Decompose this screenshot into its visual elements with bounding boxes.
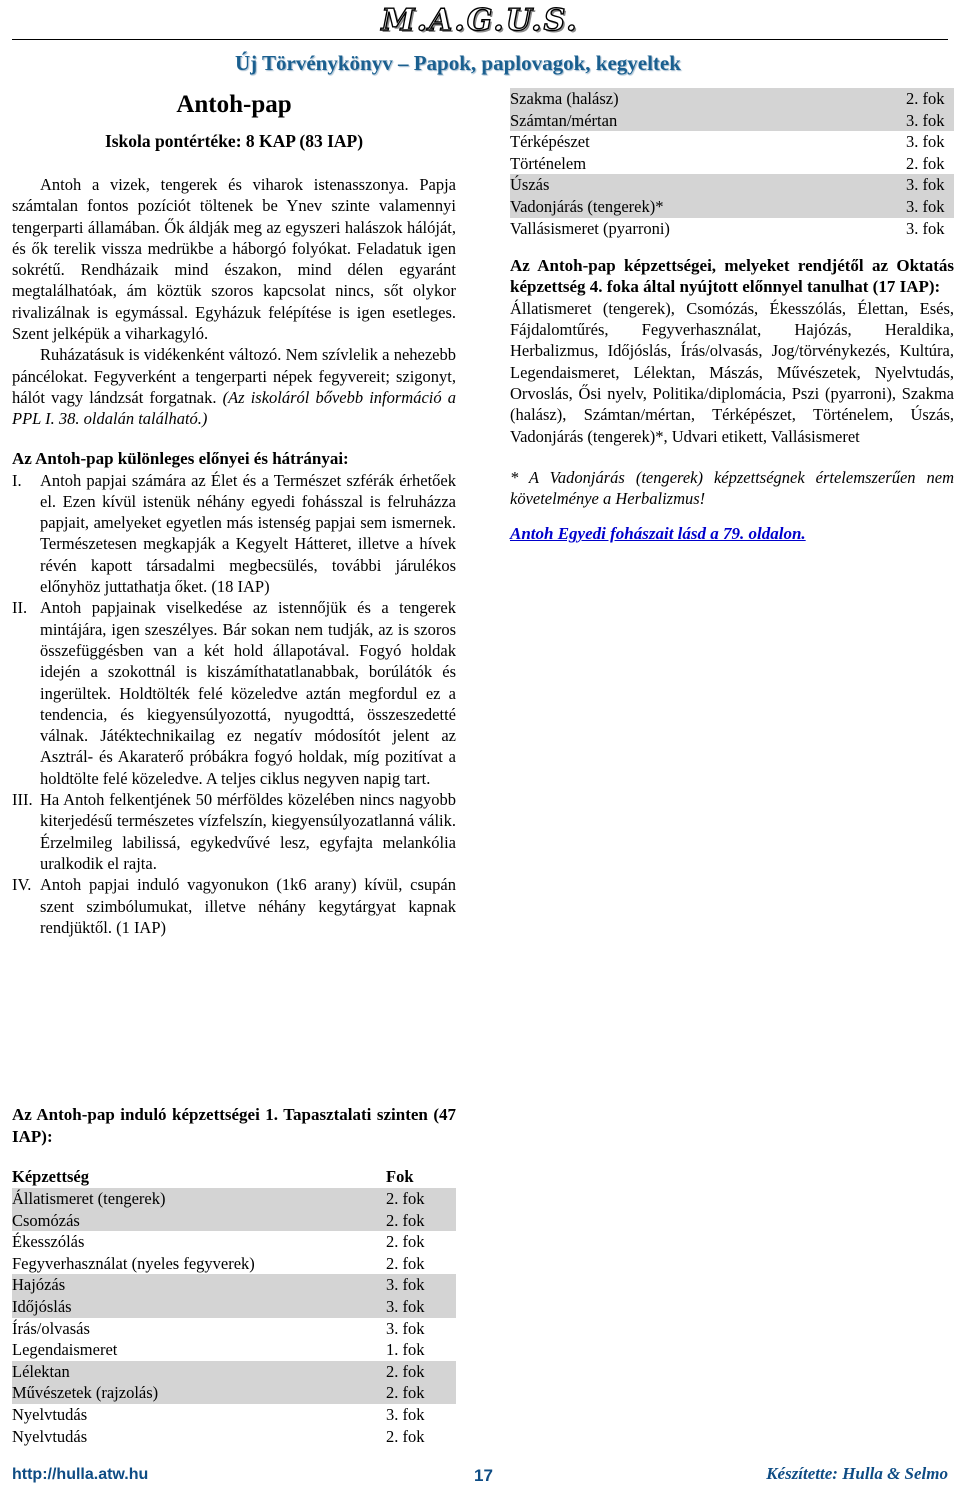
learnable-skills-title: Az Antoh-pap képzettségei, melyeket rendjétől az Oktatás képzettség 4. foka által nyújtott előnnyel tanulhat (17 IAP):: [510, 256, 954, 297]
table-row: [510, 110, 954, 132]
table-row: [12, 1426, 456, 1448]
footnote: * A Vadonjárás (tengerek) képzettségnek értelemszerűen nem követelménye a Herbalizmus!: [510, 467, 954, 509]
table-row: [510, 196, 954, 218]
skill-name: Vadonjárás (tengerek)*: [510, 196, 906, 218]
skill-level: 2. fok: [386, 1210, 456, 1232]
advantage-number: IV.: [12, 875, 32, 895]
advantage-item: [12, 470, 456, 598]
table-row: [12, 1253, 456, 1275]
skill-level: 3. fok: [386, 1274, 456, 1296]
skill-name: Csomózás: [12, 1210, 386, 1232]
column-header-skill: Képzettség: [12, 1167, 89, 1186]
skill-name: Úszás: [510, 174, 906, 196]
skill-level: 2. fok: [906, 153, 945, 173]
table-row: [12, 1296, 456, 1318]
skill-level: 3. fok: [386, 1296, 456, 1318]
skill-name: Időjóslás: [12, 1296, 386, 1318]
skill-name: Ékesszólás: [12, 1232, 85, 1252]
skill-name: Legendaismeret: [12, 1340, 118, 1360]
starting-skills-title: Az Antoh-pap induló képzettségei 1. Tapasztalati szinten (47 IAP):: [12, 1105, 456, 1146]
starting-skills-table-continued: [510, 88, 954, 239]
table-row: [12, 1188, 456, 1210]
skill-name: Művészetek (rajzolás): [12, 1382, 386, 1404]
skill-name: Nyelvtudás: [12, 1404, 88, 1424]
table-row: [12, 1210, 456, 1232]
table-row: [12, 1339, 456, 1361]
skill-name: Nyelvtudás: [12, 1426, 88, 1446]
skill-name: Lélektan: [12, 1361, 386, 1383]
skill-name: Térképészet: [510, 132, 590, 152]
header-subtitle: Új Törvénykönyv – Papok, paplovagok, kegyeltek: [235, 51, 681, 75]
table-row: [12, 1404, 456, 1426]
skill-level: 3. fok: [906, 196, 954, 218]
advantage-number: I.: [12, 470, 22, 490]
skill-level: 2. fok: [386, 1426, 425, 1446]
advantage-text: Antoh papjai számára az Élet és a Természet szférák érhetőek el. Ezen kívül istenük néhány egyedi fohásszal is felruházza papjait, amelyeket egyetlen más istenség papjai sem ismernek. Természetesen megkapják a Kegyelt Hátteret, illetve a hívek révén kapott társadalmi megbecsülés, további járulékos előnyhöz juttathatja őket. (18 IAP): [40, 470, 456, 597]
skill-level: 3. fok: [906, 110, 954, 132]
skill-name: Írás/olvasás: [12, 1318, 90, 1338]
advantage-item: [12, 789, 456, 874]
advantage-item: [12, 597, 456, 789]
starting-skills-section: [12, 1104, 456, 1447]
advantage-text: Antoh papjainak viselkedése az istennőjük és a tengerek mintájára, igen szeszélyes. Bár sokan nem tudják, az is szoros összefüggésben van a két hold állapotával. Fogyó holdak idején a szokottnál is kiszámíthatatlanabbak, borúlátók és ingerültek. Holdtölték felé közeledve aztán megfordul ez a tendencia, és kiegyensúlyozottá, nyugodttá, összeszedetté válnak. Játéktechnikailag ez negatív módosítót jelent az Asztrál- és Akaraterő próbákra fogyó holdak, míg pozitívat a holdtölte felé közeledve. A teljes ciklus negyven napig tart.: [40, 598, 456, 788]
skill-level: 3. fok: [386, 1318, 425, 1338]
skill-name: Vallásismeret (pyarroni): [510, 218, 670, 238]
skill-name: Hajózás: [12, 1274, 386, 1296]
table-row: [12, 1231, 456, 1253]
skill-level: 3. fok: [386, 1404, 425, 1424]
skill-level: 2. fok: [386, 1361, 456, 1383]
skill-level: 3. fok: [906, 174, 954, 196]
skill-level: 3. fok: [906, 218, 945, 238]
table-row: [12, 1382, 456, 1404]
advantage-item: [12, 874, 456, 938]
table-row: [510, 88, 954, 110]
skill-level: 2. fok: [386, 1382, 456, 1404]
advantages-title: Az Antoh-pap különleges előnyei és hátrányai:: [12, 448, 349, 468]
intro-reference: (Az iskoláról bővebb információ a PPL I. 38. oldalán található.): [12, 387, 456, 429]
table-row: [510, 174, 954, 196]
table-row: [12, 1318, 456, 1340]
intro-paragraph-2: [12, 344, 456, 429]
footer-author: Készítette: Hulla & Selmo: [766, 1464, 948, 1483]
logo-text: M.A.G.U.S.: [373, 3, 586, 38]
footer-url-link[interactable]: http://hulla.atw.hu: [12, 1466, 149, 1483]
skill-name: Fegyverhasználat (nyeles fegyverek): [12, 1253, 255, 1273]
header-rule: [12, 39, 948, 40]
prayers-link[interactable]: Antoh Egyedi fohászait lásd a 79. oldalon.: [510, 524, 806, 544]
skill-name: Történelem: [510, 153, 587, 173]
header-logo: [0, 4, 960, 38]
learnable-skills-list: Állatismeret (tengerek), Csomózás, Ékesszólás, Élettan, Esés, Fájdalomtűrés, Fegyverhasználat, Hajózás, Heraldika, Herbalizmus, Időjóslás, Írás/olvasás, Jog/törvénykezés, Kultúra, Legendaismeret, Lélektan, Mászás, Művészetek, Nyelvtudás, Orvoslás, Ősi nyelv, Politika/diplomácia, Pszi (pyarroni), Szakma (halász), Számtan/mértan, Térképészet, Történelem, Úszás, Vadonjárás (tengerek)*, Udvari etikett, Vallásismeret: [510, 298, 954, 446]
skill-level: 3. fok: [906, 132, 945, 152]
table-row: [510, 131, 954, 153]
page-number: 17: [474, 1466, 493, 1485]
skill-level: 2. fok: [906, 88, 954, 110]
table-row: [12, 1361, 456, 1383]
intro-paragraph-2-text: Ruházatásuk is vidékenként változó. Nem szívlelik a nehezebb páncélokat. Fegyverként a tengerparti népek fegyvereit; szigonyt, hálót vagy lándzsát forgatnak.: [12, 345, 456, 407]
skill-level: 2. fok: [386, 1253, 425, 1273]
starting-skills-table: [12, 1166, 456, 1447]
advantage-text: Ha Antoh felkentjének 50 mérföldes közelében nincs nagyobb kiterjedésű természetes vízfelszín, kiegyensúlyozatlanná válik. Érzelmileg labilissá, egykedvűvé lesz, egyfajta melankólia uralkodik el rajta.: [40, 790, 456, 873]
skill-level: 1. fok: [386, 1340, 425, 1360]
table-row: [510, 153, 954, 175]
school-points: Iskola pontértéke: 8 KAP (83 IAP): [104, 131, 364, 151]
advantage-number: III.: [12, 790, 33, 810]
skill-level: 2. fok: [386, 1188, 456, 1210]
left-column: [12, 90, 456, 938]
skill-level: 2. fok: [386, 1232, 425, 1252]
page-title: Antoh-pap: [176, 91, 292, 118]
skill-name: Állatismeret (tengerek): [12, 1188, 386, 1210]
table-row: [12, 1274, 456, 1296]
skill-name: Számtan/mértan: [510, 110, 906, 132]
advantage-text: Antoh papjai induló vagyonukon (1k6 arany) kívül, csupán szent szimbólumukat, illetve néhány kegytárgyat kapnak rendjüktől. (1 IAP): [40, 875, 456, 937]
column-header-level: Fok: [386, 1167, 414, 1186]
intro-paragraph-1: Antoh a vizek, tengerek és viharok istenasszonya. Papja számtalan fontos pozíciót töltenek be Ynev szinte valamennyi tengerparti államában. Ők áldják meg az egyszeri halászok hálóját, és ők terelik vissza medrükbe a háborgó folyókat. Feladatuk igen sokrétű. Rendházaik mind északon, mind délen egyaránt megtalálhatóak, ám köztük szoros kapcsolat nincs, sőt olykor rivalizálnak is egymással. Egyházuk felépítése is igen esetleges. Szent jelképük a viharkagyló.: [12, 175, 456, 344]
table-row: [510, 218, 954, 240]
intro-text: [12, 174, 456, 430]
right-column: [510, 88, 954, 545]
advantage-number: II.: [12, 598, 28, 618]
advantages-list: [12, 470, 456, 939]
skill-name: Szakma (halász): [510, 88, 906, 110]
